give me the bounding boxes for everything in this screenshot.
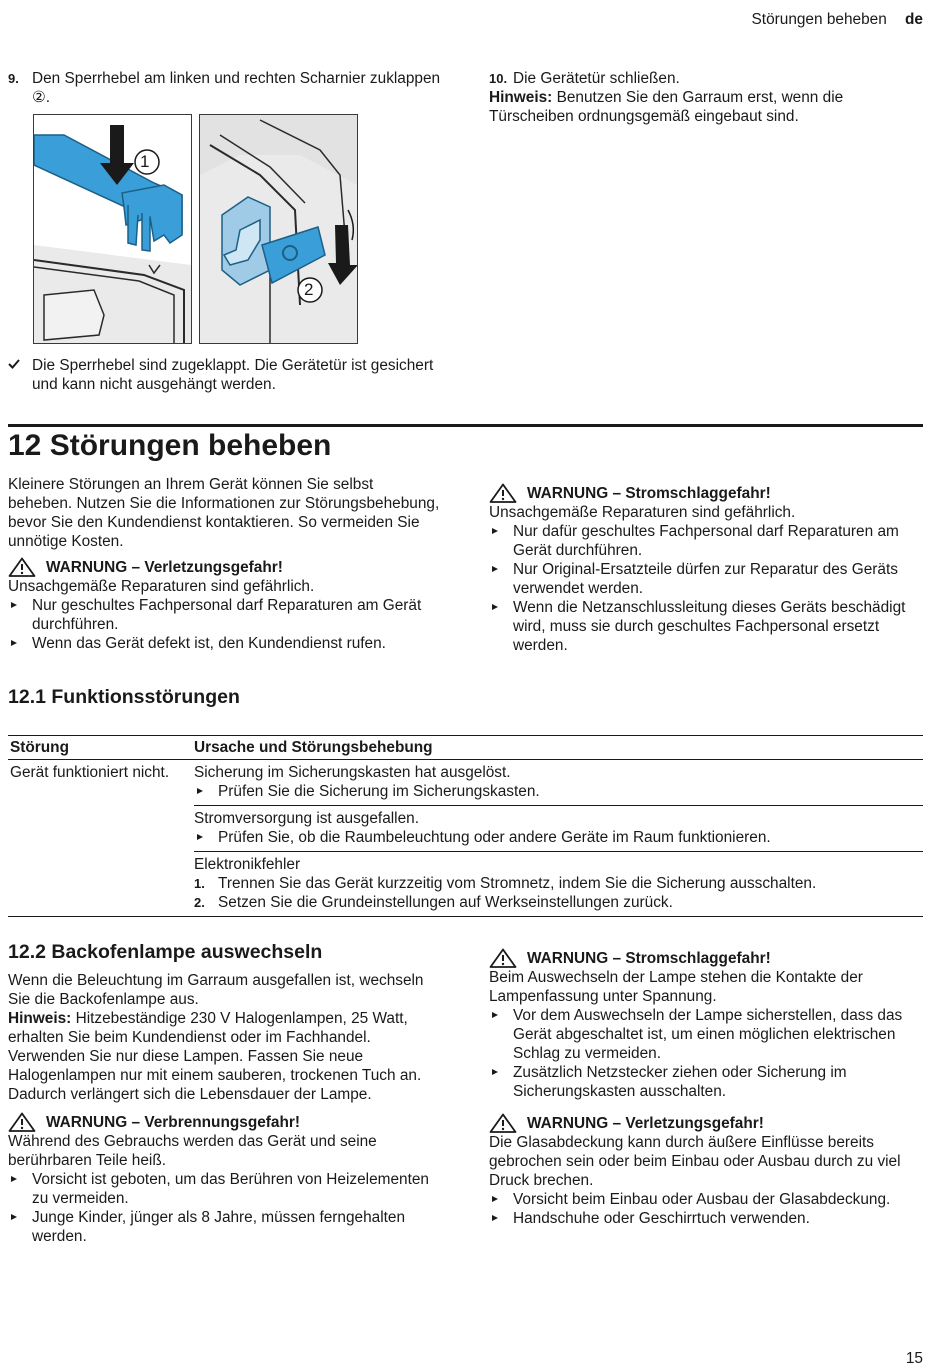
hint-label: Hinweis:: [8, 1010, 72, 1027]
warning-lead: Beim Auswechseln der Lampe stehen die Kontakte der Lampenfassung unter Spannung.: [489, 969, 863, 1005]
running-header: [752, 10, 923, 29]
cause-block: [194, 760, 923, 806]
section-122-left-column: [8, 971, 436, 1246]
list-item: Wenn die Netzanschlussleitung dieses Geräts beschädigt wird, muss sie durch geschultes Fachpersonal ersetzt werden.: [489, 598, 914, 655]
cause-text: Elektronikfehler: [194, 856, 301, 873]
step-text: Trennen Sie das Gerät kurzzeitig vom Stromnetz, indem Sie die Sicherung ausschalten.: [218, 875, 817, 892]
warning-lead: Die Glasabdeckung kann durch äußere Einflüsse bereits gebrochen sein oder beim Einbau oder Ausbau durch zu viel Druck brechen.: [489, 1134, 901, 1189]
fault-cell: Gerät funktioniert nicht.: [10, 764, 170, 781]
section-122-right-column: [489, 948, 919, 1228]
figure-hinge-right: [199, 114, 358, 344]
step-number: 2.: [194, 895, 205, 910]
warning-injury-1: [8, 557, 440, 653]
list-item: Vor dem Auswechseln der Lampe sicherstellen, dass das Gerät abgeschaltet ist, um einen möglichen elektrischen Schlag zu vermeiden.: [489, 1006, 919, 1063]
page-number: 15: [905, 1350, 923, 1367]
hinge-left-illustration: [34, 115, 191, 343]
warning-triangle-icon: [8, 557, 36, 577]
hint: [8, 1009, 436, 1104]
warning-title: WARNUNG – Verletzungsgefahr!: [527, 1114, 764, 1132]
warning-list: [489, 1006, 919, 1101]
warning-burn: [8, 1112, 436, 1246]
section-121-title: 12.1 Funktionsstörungen: [8, 686, 240, 708]
warning-title: WARNUNG – Stromschlaggefahr!: [527, 484, 771, 502]
check-icon: [8, 356, 32, 394]
warning-list: [489, 1190, 919, 1228]
step-text: Die Gerätetür schließen.: [513, 70, 680, 87]
figure-hinge-left: [33, 114, 192, 344]
list-item: Nur dafür geschultes Fachpersonal darf Reparaturen am Gerät durchführen.: [489, 522, 914, 560]
warning-title: WARNUNG – Verletzungsgefahr!: [46, 558, 283, 576]
warning-title: WARNUNG – Stromschlaggefahr!: [527, 949, 771, 967]
chapter-rule: [8, 424, 923, 427]
hint-text: Benutzen Sie den Garraum erst, wenn die Türscheiben ordnungsgemäß eingebaut sind.: [489, 89, 844, 125]
header-section: Störungen beheben: [751, 11, 887, 28]
warning-lead: Während des Gebrauchs werden das Gerät und seine berührbaren Teile heiß.: [8, 1133, 377, 1169]
list-item: Wenn das Gerät defekt ist, den Kundendienst rufen.: [8, 634, 440, 653]
cause-block: [194, 852, 923, 916]
table-row: [8, 760, 923, 917]
list-item: Nur geschultes Fachpersonal darf Reparaturen am Gerät durchführen.: [8, 596, 440, 634]
list-item: Prüfen Sie, ob die Raumbeleuchtung oder andere Geräte im Raum funktionieren.: [194, 828, 923, 847]
numbered-step: [194, 893, 923, 912]
step-text: Setzen Sie die Grundeinstellungen auf Werkseinstellungen zurück.: [218, 894, 673, 911]
hint-label: Hinweis:: [489, 89, 553, 106]
hint: [489, 88, 929, 126]
warning-shock-2: [489, 948, 919, 1101]
header-lang: de: [905, 11, 923, 28]
warning-triangle-icon: [489, 1113, 517, 1133]
step-9-result: [8, 356, 438, 394]
warning-list: [8, 1170, 436, 1246]
step-9: [8, 69, 448, 107]
chapter-title: 12 Störungen beheben: [8, 429, 332, 462]
warning-lead: Unsachgemäße Reparaturen sind gefährlich.: [8, 578, 315, 595]
step-10: [489, 69, 929, 126]
warning-list: [489, 522, 914, 655]
cause-text: Sicherung im Sicherungskasten hat ausgelöst.: [194, 764, 511, 781]
list-item: Vorsicht beim Einbau oder Ausbau der Glasabdeckung.: [489, 1190, 919, 1209]
hinge-right-illustration: [200, 115, 357, 343]
cause-cell: [192, 760, 923, 917]
list-item: Zusätzlich Netzstecker ziehen oder Sicherung im Sicherungskasten ausschalten.: [489, 1063, 919, 1101]
fault-table: [8, 735, 923, 917]
warning-triangle-icon: [489, 948, 517, 968]
list-item: Vorsicht ist geboten, um das Berühren von Heizelementen zu vermeiden.: [8, 1170, 436, 1208]
warning-injury-2: [489, 1113, 919, 1228]
step-number: 10.: [489, 71, 508, 86]
warning-triangle-icon: [8, 1112, 36, 1132]
warning-shock-1: [489, 483, 914, 655]
section-122-intro: Wenn die Beleuchtung im Garraum ausgefallen ist, wechseln Sie die Backofenlampe aus.: [8, 972, 424, 1008]
chapter-left-column: [8, 475, 440, 653]
step-text: Den Sperrhebel am linken und rechten Scharnier zuklappen ②.: [32, 70, 441, 106]
warning-lead: Unsachgemäße Reparaturen sind gefährlich.: [489, 504, 796, 521]
list-item: Nur Original-Ersatzteile dürfen zur Reparatur des Geräts verwendet werden.: [489, 560, 914, 598]
cause-text: Stromversorgung ist ausgefallen.: [194, 810, 419, 827]
cause-block: [194, 806, 923, 852]
col-header-fault: Störung: [8, 736, 192, 760]
list-item: Prüfen Sie die Sicherung im Sicherungskasten.: [194, 782, 923, 801]
chapter-intro: Kleinere Störungen an Ihrem Gerät können Sie selbst beheben. Nutzen Sie die Informationen zur Störungsbehebung, bevor Sie den Kundendienst kontaktieren. So vermeiden Sie unnötige Kosten.: [8, 476, 440, 550]
figure-label-1: 1: [140, 152, 150, 171]
warning-title: WARNUNG – Verbrennungsgefahr!: [46, 1113, 300, 1131]
list-item: Junge Kinder, jünger als 8 Jahre, müssen ferngehalten werden.: [8, 1208, 436, 1246]
section-122-title: 12.2 Backofenlampe auswechseln: [8, 941, 323, 963]
list-item: Handschuhe oder Geschirrtuch verwenden.: [489, 1209, 919, 1228]
col-header-cause: Ursache und Störungsbehebung: [192, 736, 923, 760]
numbered-step: [194, 874, 923, 893]
warning-triangle-icon: [489, 483, 517, 503]
step-number: 9.: [8, 71, 19, 86]
hint-text: Hitzebeständige 230 V Halogenlampen, 25 Watt, erhalten Sie beim Kundendienst oder im Fachhandel. Verwenden Sie nur diese Lampen. Fassen Sie neue Halogenlampen nur mit einem sauberen, trockenen Tuch an. Dadurch verlängert sich die Lebensdauer der Lampe.: [8, 1010, 422, 1103]
figure-label-2: 2: [304, 280, 314, 299]
result-text: Die Sperrhebel sind zugeklappt. Die Gerätetür ist gesichert und kann nicht ausgehängt werden.: [32, 357, 434, 393]
step-number: 1.: [194, 876, 205, 891]
warning-list: [8, 596, 440, 653]
